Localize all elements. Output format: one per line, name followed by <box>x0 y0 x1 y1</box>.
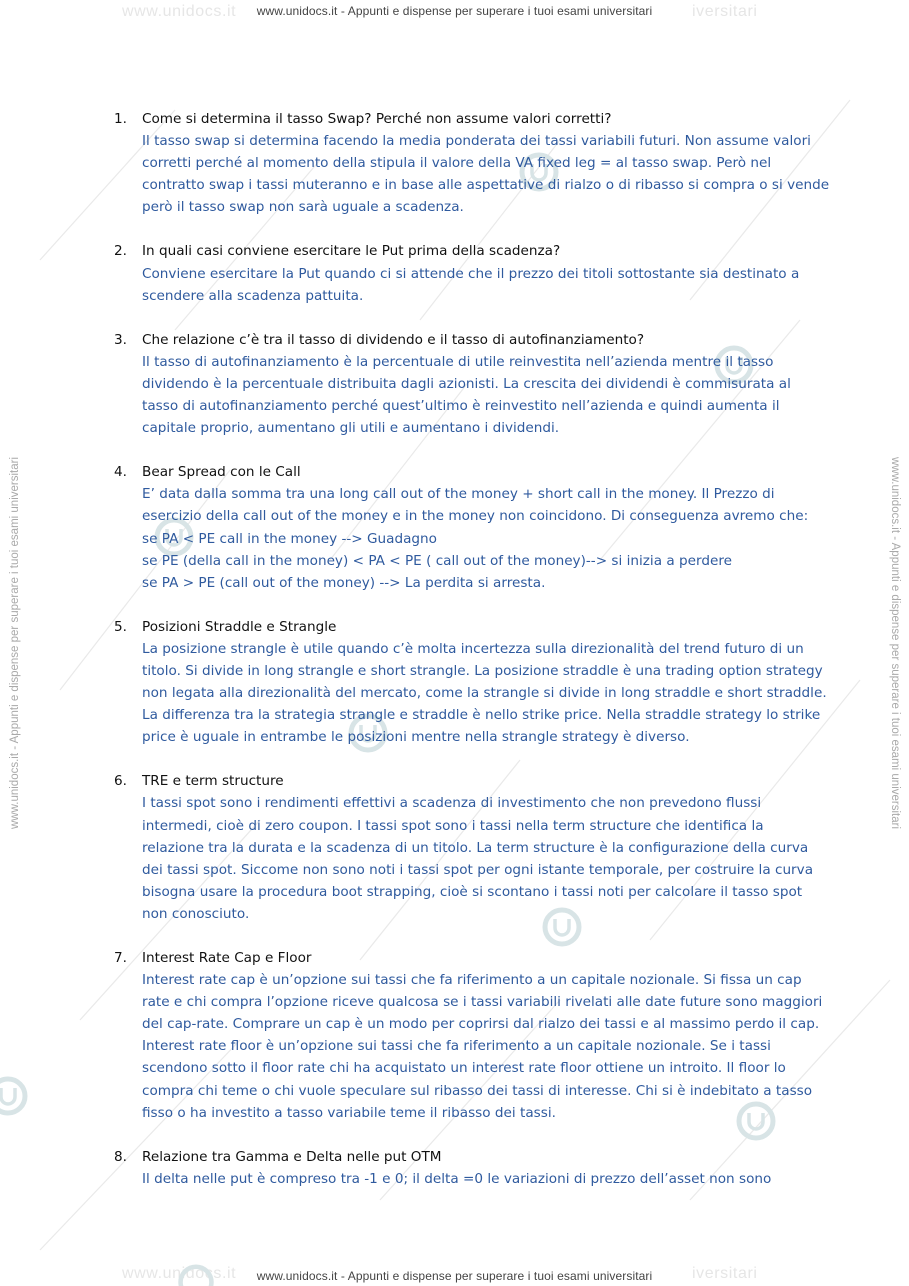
ghost-watermark-top-right-text: iversitari <box>692 3 758 20</box>
answer-line: se PA < PE call in the money --> Guadagno <box>142 530 437 547</box>
answer-line: titolo. Si divide in long strangle e short strangle. La posizione straddle è una trading option strategy <box>142 662 823 679</box>
item-number: 6. <box>114 773 127 790</box>
answer-line: I tassi spot sono i rendimenti effettivi a scadenza di investimento che non prevedono flussi <box>142 795 762 812</box>
answer-line: Interest rate floor è un’opzione sui tassi che fa riferimento a un capitale nozionale. Se i tassi <box>142 1038 771 1055</box>
answer-line: esercizio della call out of the money e in the money non coincidono. Di conseguenza avremo che: <box>142 508 809 525</box>
answer-line: Il delta nelle put è compreso tra -1 e 0; il delta =0 le variazioni di prezzo dell’asset non sono <box>142 1170 772 1187</box>
ghost-watermark-bottom-right-text: iversitari <box>692 1265 758 1282</box>
footer-watermark[interactable]: www.unidocs.it - Appunti e dispense per superare i tuoi esami universitari <box>256 1269 653 1283</box>
answer-line: dei tassi spot. Siccome non sono noti i tassi spot per ogni istante temporale, per costruire la curva <box>142 861 814 878</box>
answer-line: Interest rate cap è un’opzione sui tassi che fa riferimento a un capitale nozionale. Si fissa un cap <box>142 972 802 989</box>
answer-line: scendere alla scadenza pattuita. <box>142 287 364 304</box>
answer-line: bisogna usare la procedura boot strapping, cioè si scontano i tassi noti per calcolare il tasso spot <box>142 883 803 900</box>
question-text: Relazione tra Gamma e Delta nelle put OTM <box>142 1148 442 1165</box>
answer-line: capitale proprio, aumentano gli utili e aumentano i dividendi. <box>142 420 560 437</box>
unidocs-logo-icon <box>0 1074 30 1118</box>
answer-text <box>142 263 834 307</box>
answer-line: tasso di autofinanziamento perché quest’ultimo è reinvestito nell’azienda e quindi aumenta il <box>142 398 780 415</box>
right-side-watermark: www.unidocs.it - Appunti e dispense per superare i tuoi esami universitari <box>889 456 901 830</box>
answer-text <box>142 792 834 925</box>
qa-item-2 <box>114 240 834 306</box>
answer-text <box>142 969 834 1124</box>
item-number: 4. <box>114 464 127 481</box>
answer-line: se PA > PE (call out of the money) --> La perdita si arresta. <box>142 574 546 591</box>
item-number: 7. <box>114 950 127 966</box>
answer-line: La differenza tra la strategia strangle e straddle è nello strike price. Nella straddle strategy lo strike <box>142 707 821 724</box>
answer-text <box>142 130 834 218</box>
answer-line: del cap-rate. Comprare un cap è un modo per coprirsi dal rialzo dei tassi e al massimo perdo il cap. <box>142 1016 820 1033</box>
item-number: 5. <box>114 618 127 635</box>
question-text: Posizioni Straddle e Strangle <box>142 618 337 635</box>
qa-item-4 <box>114 461 834 594</box>
answer-line: non conosciuto. <box>142 905 250 922</box>
answer-line: se PE (della call in the money) < PA < PE ( call out of the money)--> si inizia a perdere <box>142 552 732 569</box>
qa-item-5 <box>114 616 834 749</box>
ghost-watermark-bottom-left-text: www.unidocs.it <box>122 1265 237 1282</box>
qa-item-7 <box>114 947 834 1124</box>
left-side-watermark: www.unidocs.it - Appunti e dispense per superare i tuoi esami universitari <box>9 456 21 830</box>
question-text: Che relazione c’è tra il tasso di dividendo e il tasso di autofinanziamento? <box>142 331 645 348</box>
answer-line: La posizione strangle è utile quando c’è molta incertezza sulla direzionalità del trend futuro di un <box>142 640 804 657</box>
answer-line: rate e chi compra l’opzione riceve qualcosa se i tassi variabili rivelati alle date future sono maggiori <box>142 994 823 1011</box>
item-number: 8. <box>114 1148 127 1165</box>
answer-line: compra chi teme o chi vuole speculare sul ribasso dei tassi di interesse. Chi si è indebitato a tasso <box>142 1082 813 1099</box>
item-number: 2. <box>114 243 127 260</box>
answer-line: non legata alla direzionalità del mercato, come la strangle si divide in long straddle e short straddle. <box>142 685 827 702</box>
answer-line: dividendo è la percentuale distribuita dagli azionisti. La crescita dei dividendi è commisurata al <box>142 375 791 392</box>
answer-line: Il tasso di autofinanziamento è la percentuale di utile reinvestita nell’azienda mentre il tasso <box>142 353 774 370</box>
qa-list <box>114 108 834 1212</box>
answer-text <box>142 483 834 593</box>
question-text: In quali casi conviene esercitare le Put prima della scadenza? <box>142 243 561 260</box>
answer-line: corretti perché al momento della stipula il valore della VA fixed leg = al tasso swap. Però nel <box>142 155 772 172</box>
item-number: 1. <box>114 111 127 127</box>
question-text: Interest Rate Cap e Floor <box>142 950 312 966</box>
header-watermark[interactable]: www.unidocs.it - Appunti e dispense per superare i tuoi esami universitari <box>256 4 653 18</box>
question-text: TRE e term structure <box>142 773 284 790</box>
answer-line: intermedi, cioè di zero coupon. I tassi spot sono i tassi nella term structure che identifica la <box>142 817 764 834</box>
answer-line: relazione tra la durata e la scadenza di un titolo. La term structure è la configurazione della curva <box>142 839 809 856</box>
question-text: Bear Spread con le Call <box>142 464 301 481</box>
answer-line: E’ data dalla somma tra una long call out of the money + short call in the money. Il Prezzo di <box>142 486 775 503</box>
qa-item-8 <box>114 1146 834 1190</box>
answer-line: però il tasso swap non sarà uguale a scadenza. <box>142 199 464 216</box>
item-number: 3. <box>114 331 127 348</box>
answer-line: Conviene esercitare la Put quando ci si attende che il prezzo dei titoli sottostante sia destinato a <box>142 265 800 282</box>
qa-item-1 <box>114 108 834 218</box>
answer-line: Il tasso swap si determina facendo la media ponderata dei tassi variabili futuri. Non assume valori <box>142 133 811 150</box>
answer-line: fisso o ha investito a tasso variabile teme il ribasso dei tassi. <box>142 1104 556 1121</box>
qa-item-3 <box>114 329 834 439</box>
answer-line: price è uguale in entrambe le posizioni mentre nella strangle strategy è diverso. <box>142 729 690 746</box>
answer-text <box>142 351 834 439</box>
answer-text <box>142 1168 834 1190</box>
question-text: Come si determina il tasso Swap? Perché non assume valori corretti? <box>142 111 612 127</box>
answer-text <box>142 638 834 748</box>
answer-line: contratto swap i tassi muteranno e in base alle aspettative di rialzo o di ribasso si compra o si vende <box>142 177 830 194</box>
ghost-watermark-top-left-text: www.unidocs.it <box>122 3 237 20</box>
qa-item-6 <box>114 770 834 925</box>
answer-line: scendono sotto il floor rate chi ha acquistato un interest rate floor ottiene un introito. Il floor lo <box>142 1060 786 1077</box>
